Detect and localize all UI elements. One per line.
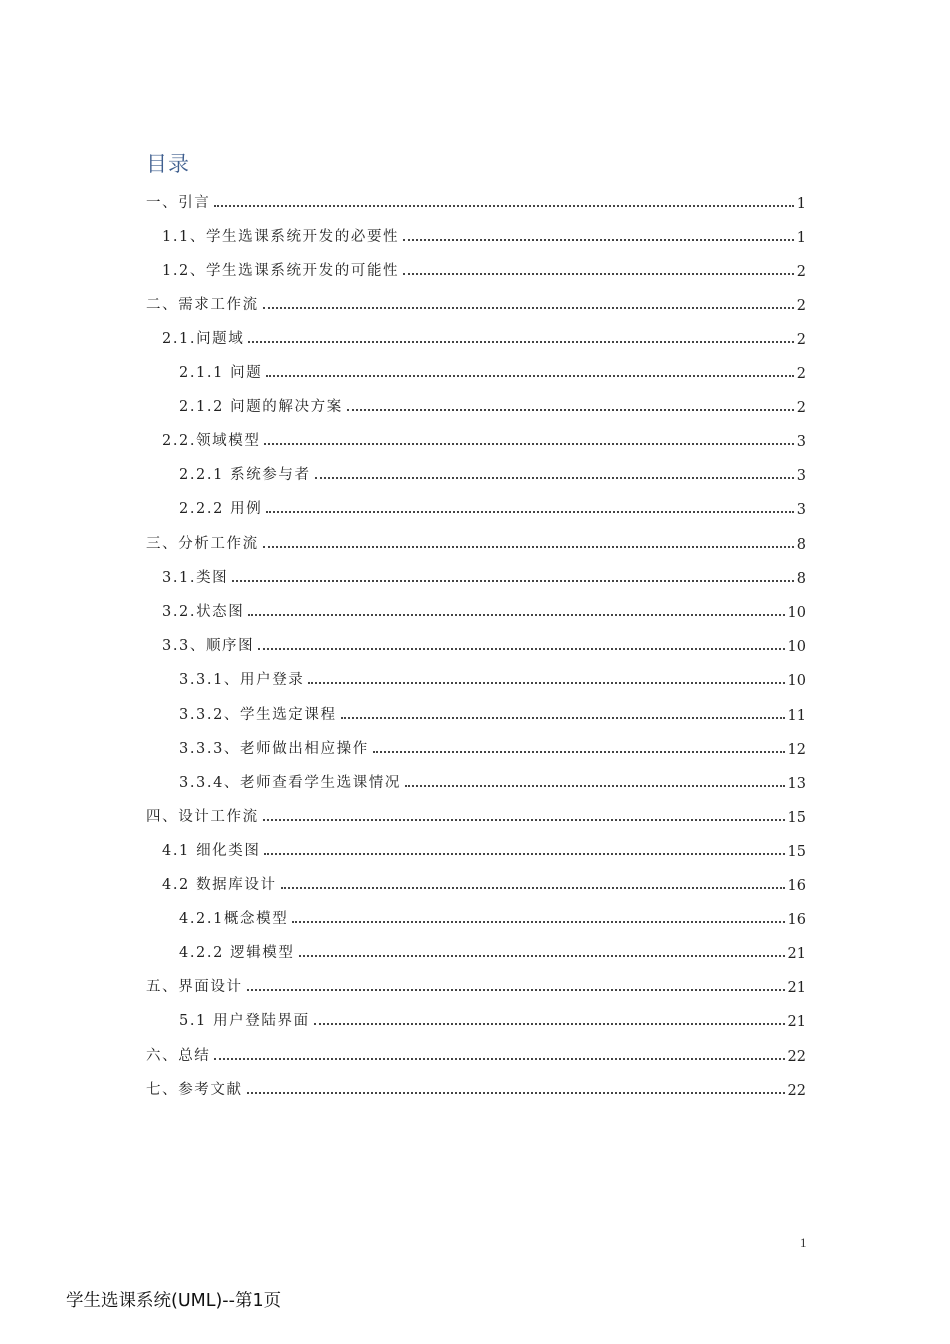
toc-entry-text: 六、总结 bbox=[146, 1048, 211, 1064]
toc-leader-dots bbox=[214, 204, 793, 207]
toc-entry[interactable] bbox=[179, 1004, 806, 1030]
toc-leader-dots bbox=[405, 784, 785, 787]
toc-entry-text: 4.1 细化类图 bbox=[162, 843, 261, 859]
toc-entry-text: 4.2.1概念模型 bbox=[179, 911, 289, 927]
toc-entry-page: 8 bbox=[796, 571, 806, 587]
toc-entry-text: 2.1.1 问题 bbox=[179, 365, 263, 381]
toc-title: 目录 bbox=[146, 152, 190, 176]
toc-entry-page: 15 bbox=[787, 844, 806, 860]
toc-entry-page: 22 bbox=[787, 1049, 806, 1065]
toc-entry-text: 3.3.2、学生选定课程 bbox=[179, 707, 337, 723]
toc-leader-dots bbox=[292, 920, 784, 923]
toc-entry-text: 四、设计工作流 bbox=[146, 809, 259, 825]
toc-entry-text: 三、分析工作流 bbox=[146, 536, 259, 552]
toc-leader-dots bbox=[248, 340, 793, 343]
toc-entry-text: 2.1.问题域 bbox=[162, 331, 245, 347]
toc-entry[interactable] bbox=[162, 629, 806, 655]
toc-leader-dots bbox=[341, 716, 785, 719]
toc-entry-page: 2 bbox=[796, 298, 806, 314]
toc-entry[interactable] bbox=[179, 936, 806, 962]
toc-leader-dots bbox=[373, 750, 785, 753]
toc-entry[interactable] bbox=[146, 186, 806, 212]
toc-entry[interactable] bbox=[162, 254, 806, 280]
toc-entry[interactable] bbox=[179, 732, 806, 758]
toc-entry-page: 11 bbox=[787, 708, 806, 724]
toc-entry-text: 七、参考文献 bbox=[146, 1082, 243, 1098]
toc-entry-page: 3 bbox=[796, 502, 806, 518]
toc-entry-page: 15 bbox=[787, 810, 806, 826]
toc-leader-dots bbox=[264, 852, 784, 855]
toc-leader-dots bbox=[214, 1057, 784, 1060]
toc-entry[interactable] bbox=[146, 288, 806, 314]
toc-entry-text: 4.2 数据库设计 bbox=[162, 877, 277, 893]
toc-entry-text: 1.2、学生选课系统开发的可能性 bbox=[162, 263, 400, 279]
toc-entry[interactable] bbox=[179, 698, 806, 724]
toc-entry-page: 21 bbox=[787, 1014, 806, 1030]
toc-entry[interactable] bbox=[162, 322, 806, 348]
toc-entry-page: 1 bbox=[796, 196, 806, 212]
toc-leader-dots bbox=[258, 647, 784, 650]
toc-leader-dots bbox=[314, 1022, 785, 1025]
toc-entry[interactable] bbox=[162, 220, 806, 246]
toc-leader-dots bbox=[247, 1091, 785, 1094]
toc-entry-text: 5.1 用户登陆界面 bbox=[179, 1013, 310, 1029]
toc-entry[interactable] bbox=[179, 492, 806, 518]
toc-leader-dots bbox=[315, 476, 794, 479]
toc-entry[interactable] bbox=[179, 663, 806, 689]
toc-entry-page: 10 bbox=[787, 605, 806, 621]
toc-entry-text: 3.3.1、用户登录 bbox=[179, 672, 305, 688]
toc-entry-page: 21 bbox=[787, 980, 806, 996]
toc-leader-dots bbox=[264, 442, 793, 445]
toc-entry[interactable] bbox=[179, 390, 806, 416]
page-number: 1 bbox=[800, 1235, 807, 1250]
toc-entry-page: 3 bbox=[796, 434, 806, 450]
toc-entry[interactable] bbox=[146, 1039, 806, 1065]
toc-entry-text: 2.2.领域模型 bbox=[162, 433, 261, 449]
toc-entry-text: 二、需求工作流 bbox=[146, 297, 259, 313]
footer-caption: 学生选课系统(UML)--第1页 bbox=[66, 1291, 282, 1311]
toc-entry-page: 10 bbox=[787, 673, 806, 689]
toc-entry-page: 3 bbox=[796, 468, 806, 484]
toc-entry[interactable] bbox=[179, 766, 806, 792]
toc-entry[interactable] bbox=[162, 834, 806, 860]
toc-entry[interactable] bbox=[146, 527, 806, 553]
toc-leader-dots bbox=[263, 306, 794, 309]
toc-entry-text: 4.2.2 逻辑模型 bbox=[179, 945, 295, 961]
toc-leader-dots bbox=[232, 579, 793, 582]
toc-entry[interactable] bbox=[162, 868, 806, 894]
toc-leader-dots bbox=[403, 238, 794, 241]
toc-entry-page: 2 bbox=[796, 264, 806, 280]
toc-leader-dots bbox=[308, 681, 784, 684]
toc-entry-text: 一、引言 bbox=[146, 195, 211, 211]
toc-leader-dots bbox=[299, 954, 785, 957]
toc-entry-text: 3.3.4、老师查看学生选课情况 bbox=[179, 775, 401, 791]
toc-entry[interactable] bbox=[162, 561, 806, 587]
toc-entry[interactable] bbox=[146, 800, 806, 826]
toc-leader-dots bbox=[266, 374, 793, 377]
toc-entry-page: 1 bbox=[796, 230, 806, 246]
toc-entry-text: 3.1.类图 bbox=[162, 570, 229, 586]
toc-leader-dots bbox=[248, 613, 784, 616]
toc-leader-dots bbox=[263, 818, 785, 821]
toc-entry[interactable] bbox=[162, 595, 806, 621]
toc-entry-page: 16 bbox=[787, 912, 806, 928]
toc-entry[interactable] bbox=[162, 424, 806, 450]
toc-entry[interactable] bbox=[179, 458, 806, 484]
toc-entry[interactable] bbox=[179, 356, 806, 382]
toc-entry-text: 1.1、学生选课系统开发的必要性 bbox=[162, 229, 400, 245]
toc-entry-page: 22 bbox=[787, 1083, 806, 1099]
toc-entry-text: 2.1.2 问题的解决方案 bbox=[179, 399, 343, 415]
toc-entry-page: 2 bbox=[796, 332, 806, 348]
toc-entry-text: 五、界面设计 bbox=[146, 979, 243, 995]
toc-entry-text: 2.2.1 系统参与者 bbox=[179, 467, 311, 483]
toc-entry[interactable] bbox=[146, 970, 806, 996]
toc-entry-page: 13 bbox=[787, 776, 806, 792]
toc-entry-text: 3.2.状态图 bbox=[162, 604, 245, 620]
toc-entry-text: 3.3.3、老师做出相应操作 bbox=[179, 741, 369, 757]
toc-leader-dots bbox=[403, 272, 794, 275]
toc-entry-page: 21 bbox=[787, 946, 806, 962]
toc-leader-dots bbox=[247, 988, 785, 991]
toc-entry-page: 8 bbox=[796, 537, 806, 553]
toc-entry-page: 12 bbox=[787, 742, 806, 758]
toc-leader-dots bbox=[266, 510, 793, 513]
toc-entry-page: 2 bbox=[796, 366, 806, 382]
toc-entry[interactable] bbox=[179, 902, 806, 928]
toc-entry-page: 10 bbox=[787, 639, 806, 655]
toc-entry-text: 2.2.2 用例 bbox=[179, 501, 263, 517]
toc-entry-text: 3.3、顺序图 bbox=[162, 638, 255, 654]
toc-leader-dots bbox=[263, 545, 794, 548]
toc-leader-dots bbox=[347, 408, 794, 411]
toc-entry-page: 2 bbox=[796, 400, 806, 416]
toc-entry-page: 16 bbox=[787, 878, 806, 894]
toc-entry[interactable] bbox=[146, 1073, 806, 1099]
toc-leader-dots bbox=[281, 886, 785, 889]
